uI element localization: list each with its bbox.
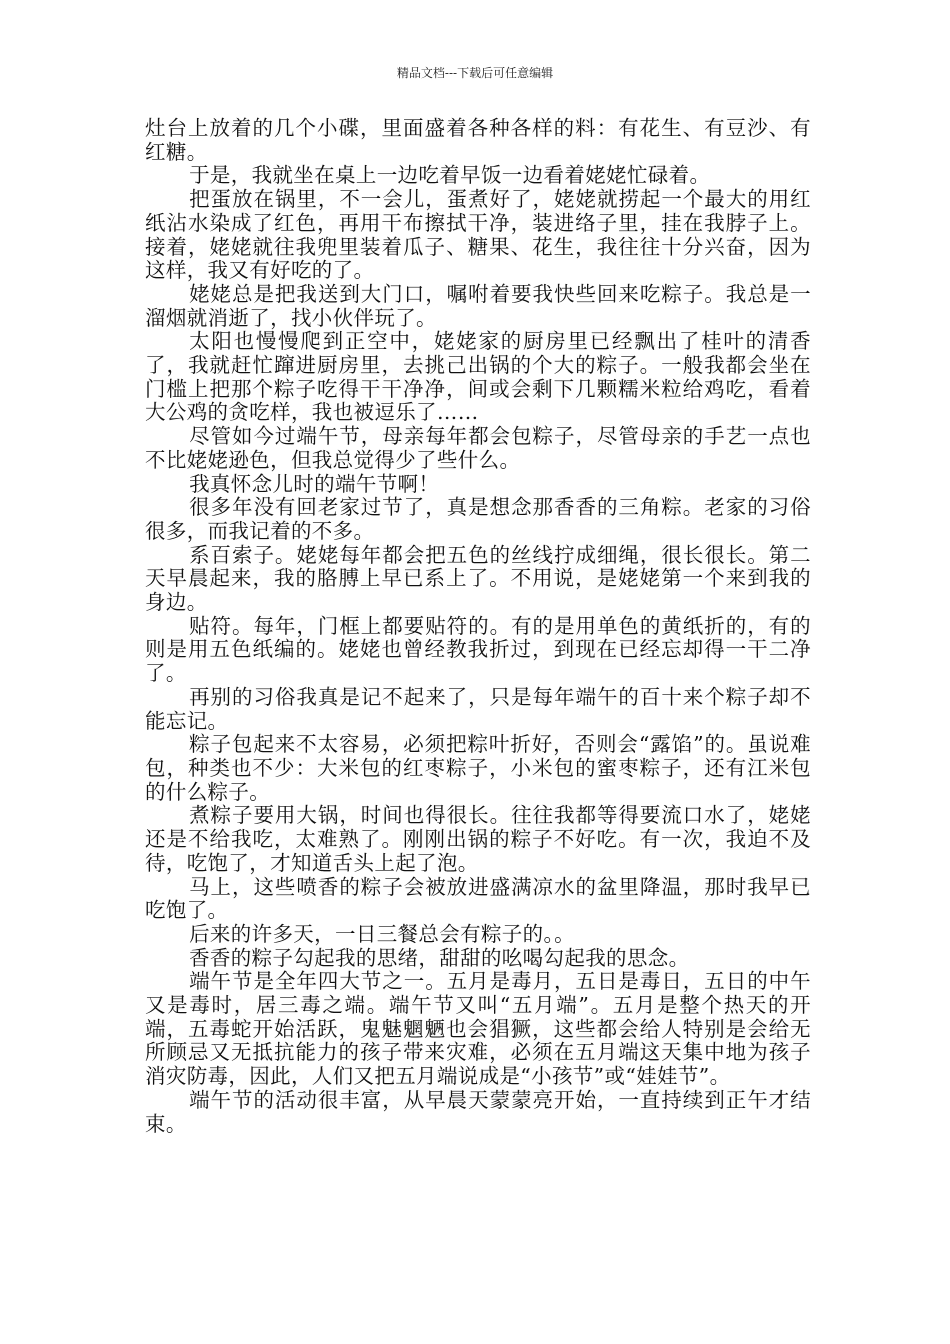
paragraph: 我真怀念儿时的端午节啊！ (189, 471, 440, 496)
paragraph: 再别的习俗我真是记不起来了，只是每年端午的百十来个粽子却不能忘记。 (145, 684, 811, 733)
paragraph: 煮粽子要用大锅，时间也得很长。往往我都等得要流口水了，姥姥还是不给我吃，太难熟了。刚刚出锅的粽子不好吃。有一次，我迫不及待，吃饱了，才知道舌头上起了泡。 (145, 803, 811, 875)
paragraph: 贴符。每年，门框上都要贴符的。有的是用单色的黄纸折的，有的则是用五色纸编的。姥姥也曾经教我折过，到现在已经忘却得一干二净了。 (145, 613, 811, 686)
paragraph: 系百索子。姥姥每年都会把五色的丝线拧成细绳，很长很长。第二天早晨起来，我的胳膊上早已系上了。不用说，是姥姥第一个来到我的身边。 (145, 542, 811, 615)
paragraph: 香香的粽子勾起我的思绪，甜甜的吆喝勾起我的思念。 (189, 945, 690, 970)
paragraph: 很多年没有回老家过节了，真是想念那香香的三角粽。老家的习俗很多，而我记着的不多。 (145, 495, 811, 543)
paragraph: 灶台上放着的几个小碟，里面盛着各种各样的料：有花生、有豆沙、有红糖。 (145, 116, 811, 164)
paragraph: 端午节是全年四大节之一。五月是毒月，五日是毒日，五日的中午又是毒时，居三毒之端。端午节又叫“五月端”。五月是整个热天的开端，五毒蛇开始活跃，鬼魅魍魉也会猖獗，这些都会给人特别是会给无所顾忌又无抵抗能力的孩子带来灾难，必须在五月端这天集中地为孩子消灾防毒，因此，人们又把五月端说成是“小孩节”或“娃娃节”。 (145, 969, 811, 1089)
paragraph: 太阳也慢慢爬到正空中，姥姥家的厨房里已经飘出了桂叶的清香了，我就赶忙蹿进厨房里，去挑己出锅的个大的粽子。一般我都会坐在门槛上把那个粽子吃得干干净净，间或会剩下几颗糯米粒给鸡吃，看着大公鸡的贪吃样，我也被逗乐了…… (145, 329, 811, 425)
paragraph: 粽子包起来不太容易，必须把粽叶折好，否则会“露馅”的。虽说难包，种类也不少：大米包的红枣粽子，小米包的蜜枣粽子，还有江米包的什么粽子。 (145, 732, 811, 804)
paragraph: 后来的许多天，一日三餐总会有粽子的。。 (189, 921, 575, 946)
paragraph: 把蛋放在锅里，不一会儿，蛋煮好了，姥姥就捞起一个最大的用红纸沾水染成了红色，再用干布擦拭干净，装进络子里，挂在我脖子上。接着，姥姥就往我兜里装着瓜子、糖果、花生，我往往十分兴奋，因为这样，我又有好吃的了。 (145, 187, 811, 283)
paragraph: 马上，这些喷香的粽子会被放进盛满凉水的盆里降温，那时我早已吃饱了。 (145, 874, 811, 923)
paragraph: 尽管如今过端午节，母亲每年都会包粽子，尽管母亲的手艺一点也不比姥姥逊色，但我总觉得少了些什么。 (145, 424, 811, 472)
paragraph: 端午节的活动很丰富，从早晨天蒙蒙亮开始，一直持续到正午才结束。 (145, 1087, 811, 1136)
paragraph: 姥姥总是把我送到大门口，嘱咐着要我快些回来吃粽子。我总是一溜烟就消逝了，找小伙伴玩了。 (145, 281, 811, 330)
paragraph: 于是，我就坐在桌上一边吃着早饭一边看着姥姥忙碌着。 (189, 163, 711, 188)
page-header: 精品文档---下载后可任意编辑 (396, 66, 554, 80)
document-body (145, 117, 811, 1136)
